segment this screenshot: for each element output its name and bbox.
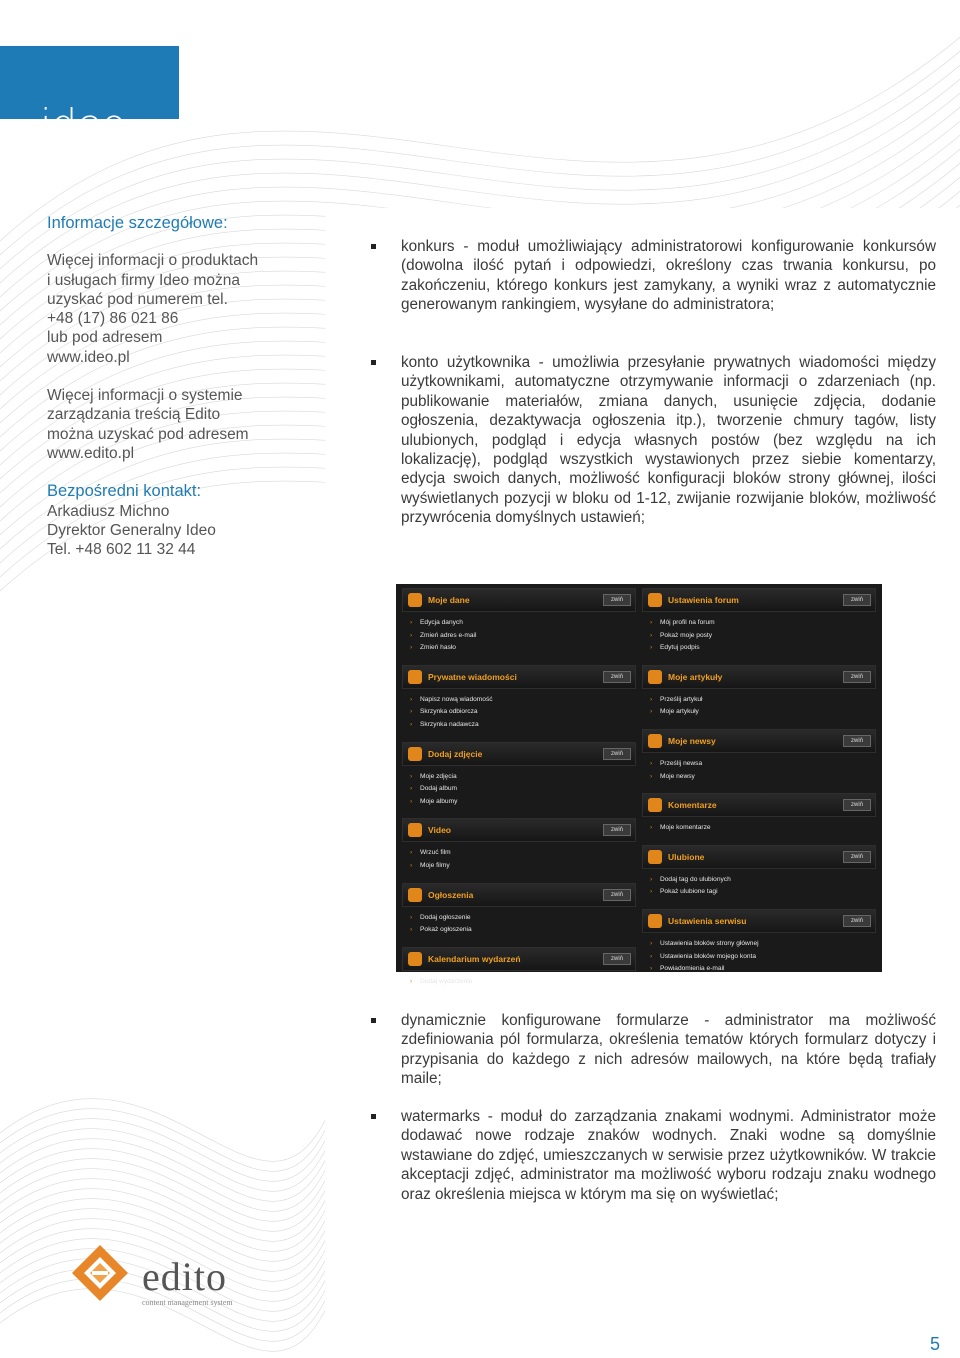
module-link[interactable]: › Skrzynka nadawcza (416, 719, 636, 732)
sidebar-line: lub pod adresem (47, 329, 163, 347)
module-link[interactable]: › Dodaj album (416, 783, 636, 796)
user-panel-screenshot (396, 584, 882, 985)
module-icon (648, 914, 662, 928)
bullet-text: konto użytkownika - umożliwia przesyłanie prywatnych wiadomości między użytkownikami, automatyczne otrzymywanie informacji o zdarzeniach (np. publikowanie materiałów, zmiana danych, usunięcie zdjęcia, dodanie ogłoszenia, dezaktywacja ogłoszenia itp.), tworzenie chmury tagów, listy ulubionych, podgląd i edycja własnych postów (bez względu na ich lokalizację), podgląd wszystkich wystawionych przez siebie komentarzy, edycja swoich danych, możliwość konfiguracji bloków strony głównej, ilości wyświetlanych pozycji w bloku od 1-12, zwijanie rozwijanie bloków, możliwość przywrócenia domyślnych ustawień; (401, 354, 936, 527)
module-header[interactable] (642, 909, 876, 933)
contact-block (47, 502, 317, 560)
panel-module (402, 588, 636, 659)
bullet-text: konkurs - moduł umożliwiający administratorowi konfigurowanie konkursów (dowolna ilość pytań i odpowiedzi, określony czas trwania konkursu, po zakończeniu, którego konkurs jest zamykany, a wyniki wraz z automatycznie generowanym rankingiem, wysyłane do administratora; (401, 238, 936, 314)
module-link[interactable]: › Napisz nową wiadomość (416, 694, 636, 707)
module-link[interactable]: › Moje komentarze (656, 822, 876, 835)
module-body (402, 766, 636, 813)
module-body (642, 817, 876, 839)
module-link[interactable]: › Powiadomienia e-mail (656, 963, 876, 976)
module-title: Komentarze (668, 800, 717, 811)
bullet-watermarks (374, 1107, 936, 1204)
module-link[interactable]: › Moje albumy (416, 796, 636, 809)
module-header[interactable] (402, 742, 636, 766)
module-link[interactable]: › Ustawienia bloków mojego konta (656, 951, 876, 964)
module-link[interactable]: › Zmień hasło (416, 642, 636, 655)
panel-module (402, 883, 636, 941)
module-header[interactable] (642, 665, 876, 689)
module-icon (648, 798, 662, 812)
module-body (642, 753, 876, 787)
collapse-button[interactable]: zwiń (843, 915, 871, 927)
contact-phone: Tel. +48 602 11 32 44 (47, 541, 196, 559)
sidebar-line: można uzyskać pod adresem (47, 425, 249, 443)
module-icon (408, 593, 422, 607)
ideo-link[interactable]: www.ideo.pl (47, 348, 130, 366)
module-link[interactable]: › Dodaj ogłoszenie (416, 912, 636, 925)
sidebar-line: Więcej informacji o produktach (47, 252, 259, 270)
bullet-konkurs (374, 237, 936, 315)
module-link[interactable]: › Edytuj podpis (656, 642, 876, 655)
module-icon (408, 888, 422, 902)
sidebar-paragraph-products (47, 251, 317, 367)
panel-module (402, 818, 636, 876)
sidebar-info (47, 214, 317, 559)
collapse-button[interactable]: zwiń (843, 594, 871, 606)
ideo-logo-box[interactable] (0, 46, 179, 149)
sidebar-phone: +48 (17) 86 021 86 (47, 310, 179, 328)
sidebar-paragraph-edito (47, 386, 317, 463)
collapse-button[interactable]: zwiń (603, 671, 631, 683)
module-title: Ustawienia serwisu (668, 915, 747, 926)
module-title: Moje newsy (668, 735, 716, 746)
panel-module (642, 793, 876, 839)
screenshot-left-column (402, 588, 636, 998)
ideo-logo-text: ideo (40, 100, 126, 149)
module-header[interactable] (642, 793, 876, 817)
collapse-button[interactable]: zwiń (843, 735, 871, 747)
module-link[interactable]: › Pokaż moje posty (656, 630, 876, 643)
module-icon (648, 670, 662, 684)
module-title: Kalendarium wydarzeń (428, 953, 521, 964)
module-header[interactable] (642, 845, 876, 869)
module-icon (408, 823, 422, 837)
module-title: Moje dane (428, 595, 470, 605)
module-title: Moje artykuły (668, 671, 723, 682)
contact-heading: Bezpośredni kontakt: (47, 482, 202, 501)
module-link[interactable]: › Skrzynka odbiorcza (416, 706, 636, 719)
bullet-text: watermarks - moduł do zarządzania znakami wodnymi. Administrator może dodawać nowe rodzaje znaków wodnych. Znaki wodne są domyślnie wstawiane do zdjęć, umieszczanych w serwisie przez użytkowników. W trakcie akceptacji zdjęć, administrator ma możliwość wyboru rodzaju znaku wodnego oraz określenia miejsca w którym ma się on wyświetlać; (401, 1108, 936, 1203)
module-link[interactable]: › Mój profil na forum (656, 617, 876, 630)
module-link[interactable]: › Dodaj wydarzenie (416, 976, 636, 989)
module-title: Prywatne wiadomości (428, 671, 517, 682)
bullet-formularze (374, 1011, 936, 1089)
module-icon (408, 952, 422, 966)
module-icon (648, 734, 662, 748)
sidebar-line: uzyskać pod numerem tel. (47, 290, 228, 308)
module-title: Video (428, 825, 451, 836)
module-link[interactable]: › Dodaj tag do ulubionych (656, 874, 876, 887)
bullet-text: dynamicznie konfigurowane formularze - administrator ma możliwość zdefiniowania pól formularza, określenia tematów których formularz dotyczy i przypisania do każdego z nich adresów mailowych, na które będą trafiały maile; (401, 1012, 936, 1088)
module-link[interactable]: › Moje zdjęcia (416, 771, 636, 784)
module-icon (408, 747, 422, 761)
module-title: Ogłoszenia (428, 889, 474, 900)
module-link[interactable]: › Wrzuć film (416, 847, 636, 860)
edito-brand: edito (142, 1254, 227, 1299)
collapse-button[interactable]: zwiń (843, 799, 871, 811)
module-link[interactable]: › Zmień adres e-mail (416, 630, 636, 643)
module-header[interactable] (402, 588, 636, 612)
collapse-button[interactable]: zwiń (603, 889, 631, 901)
module-header[interactable] (642, 729, 876, 753)
module-icon (408, 670, 422, 684)
module-header[interactable] (402, 818, 636, 842)
panel-module (402, 947, 636, 993)
module-link[interactable]: › Moje artykuły (656, 706, 876, 719)
panel-module (642, 845, 876, 903)
module-title: Ulubione (668, 851, 705, 862)
sidebar-line: zarządzania treścią Edito (47, 406, 221, 424)
module-header[interactable] (642, 588, 876, 612)
screenshot-right-column (642, 588, 876, 986)
module-link[interactable]: › Moje filmy (416, 860, 636, 873)
page-number: 5 (930, 1334, 941, 1354)
edito-diamond-icon (70, 1243, 130, 1303)
contact-name: Arkadiusz Michno (47, 502, 170, 520)
module-title: Dodaj zdjęcie (428, 748, 483, 759)
module-header[interactable] (402, 947, 636, 971)
module-body (642, 933, 876, 980)
module-icon (648, 593, 662, 607)
module-link[interactable]: › Moje newsy (656, 771, 876, 784)
module-body (402, 612, 636, 659)
panel-module (642, 588, 876, 659)
edito-link[interactable]: www.edito.pl (47, 444, 135, 462)
bullet-konto-uzytkownika (374, 353, 936, 528)
module-title: Ustawienia forum (668, 595, 739, 605)
collapse-button[interactable]: zwiń (603, 824, 631, 836)
module-body (402, 971, 636, 993)
module-body (402, 842, 636, 876)
sidebar-line: Więcej informacji o systemie (47, 387, 243, 405)
panel-module (642, 909, 876, 980)
module-header[interactable] (402, 665, 636, 689)
module-body (642, 689, 876, 723)
sidebar-line: i usługach firmy Ideo można (47, 271, 240, 289)
module-link[interactable]: › Prześlij newsa (656, 758, 876, 771)
collapse-button[interactable]: zwiń (603, 748, 631, 760)
module-link[interactable]: › Prześlij artykuł (656, 694, 876, 707)
collapse-button[interactable]: zwiń (843, 671, 871, 683)
module-link[interactable]: › Pokaż ogłoszenia (416, 924, 636, 937)
contact-role: Dyrektor Generalny Ideo (47, 521, 216, 539)
collapse-button[interactable]: zwiń (603, 594, 631, 606)
module-icon (648, 850, 662, 864)
module-body (402, 907, 636, 941)
panel-module (642, 665, 876, 723)
module-body (642, 612, 876, 659)
module-body (642, 869, 876, 903)
module-body (402, 689, 636, 736)
module-header[interactable] (402, 883, 636, 907)
panel-module (402, 742, 636, 813)
panel-module (402, 665, 636, 736)
module-link[interactable]: › Pokaż ulubione tagi (656, 886, 876, 899)
module-link[interactable]: › Edycja danych (416, 617, 636, 630)
sidebar-heading: Informacje szczegółowe: (47, 214, 228, 232)
collapse-button[interactable]: zwiń (843, 851, 871, 863)
module-link[interactable]: › Ustawienia bloków strony głównej (656, 938, 876, 951)
collapse-button[interactable]: zwiń (603, 953, 631, 965)
panel-module (642, 729, 876, 787)
edito-tagline: content management system (142, 1298, 233, 1307)
